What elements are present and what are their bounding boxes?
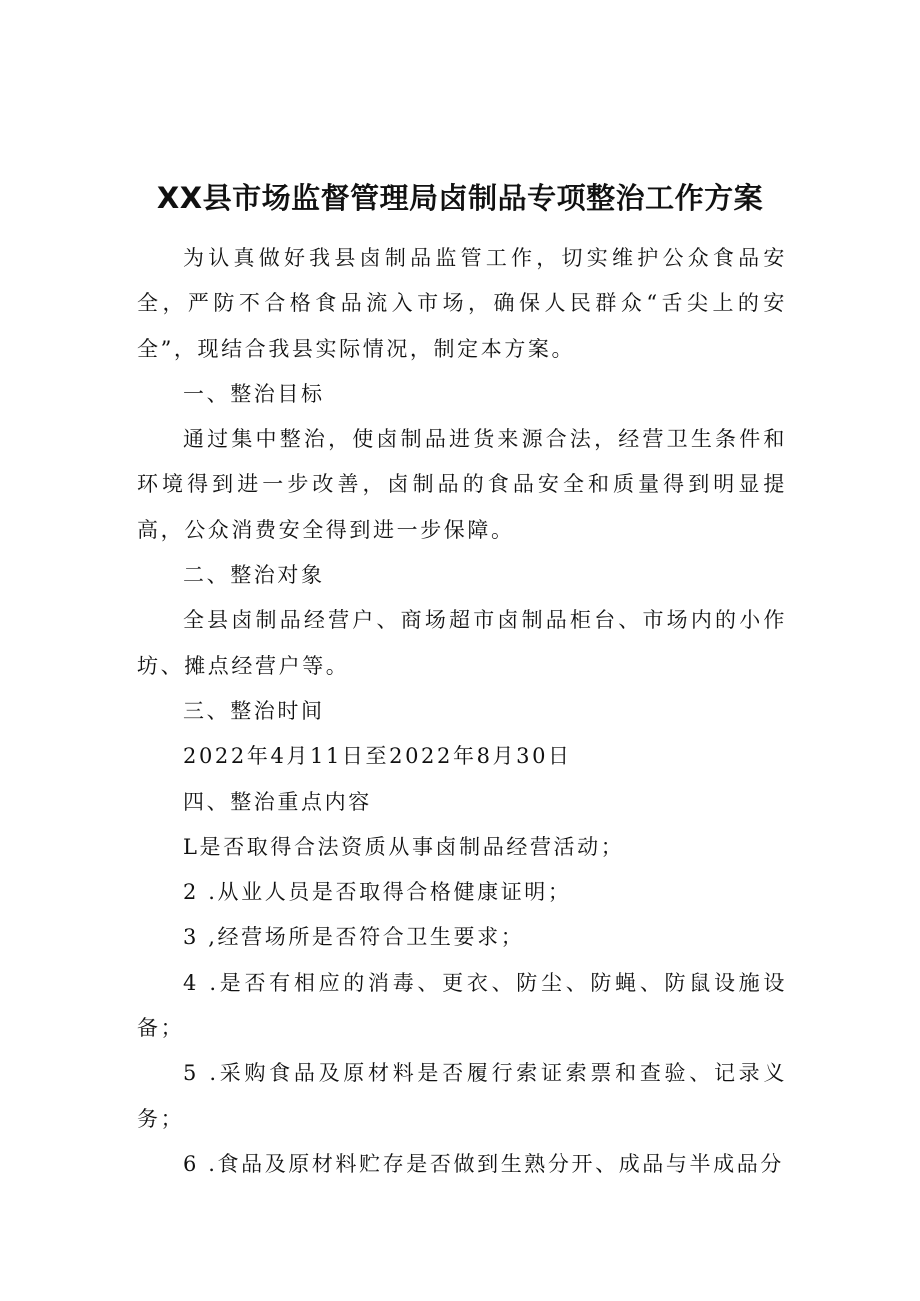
- section-heading-target: 二、整治对象: [183, 563, 325, 588]
- document-body: [137, 236, 787, 1187]
- section-text-target: 全县卤制品经营户、商场超市卤制品柜台、市场内的小作 坊、摊点经营户等。: [137, 608, 787, 678]
- list-item: L是否取得合法资质从事卤制品经营活动；: [183, 834, 625, 859]
- section-heading-goal: 一、整治目标: [183, 381, 325, 406]
- document-title: XX县市场监督管理局卤制品专项整治工作方案: [156, 181, 764, 215]
- section-text-goal: 通过集中整治，使卤制品进货来源合法，经营卫生条件和 环境得到进一步改善，卤制品的食品安全和质量得到明显提高，公众消费安全得到进一步保障。: [137, 427, 787, 542]
- list-item: 2 .从业人员是否取得合格健康证明；: [183, 880, 572, 905]
- list-item: 4 .是否有相应的消毒、更衣、防尘、防蝇、防鼠设施设备；: [137, 970, 787, 1041]
- list-item: 5 .采购食品及原材料是否履行索证索票和查验、记录义务；: [137, 1061, 787, 1131]
- section-text-time: 2022年4月11日至2022年8月30日: [183, 744, 572, 769]
- list-item: 6 .食品及原材料贮存是否做到生熟分开、成品与半成品分: [183, 1151, 784, 1176]
- section-heading-focus: 四、整治重点内容: [183, 789, 372, 814]
- intro-paragraph: 为认真做好我县卤制品监管工作，切实维护公众食品安全，严防不合格食品流入市场，确保人民群众“舌尖上的安全”，现结合我县实际情况，制定本方案。: [137, 246, 787, 361]
- list-item: 3 ,经营场所是否符合卫生要求；: [183, 925, 525, 950]
- section-heading-time: 三、整治时间: [183, 698, 325, 723]
